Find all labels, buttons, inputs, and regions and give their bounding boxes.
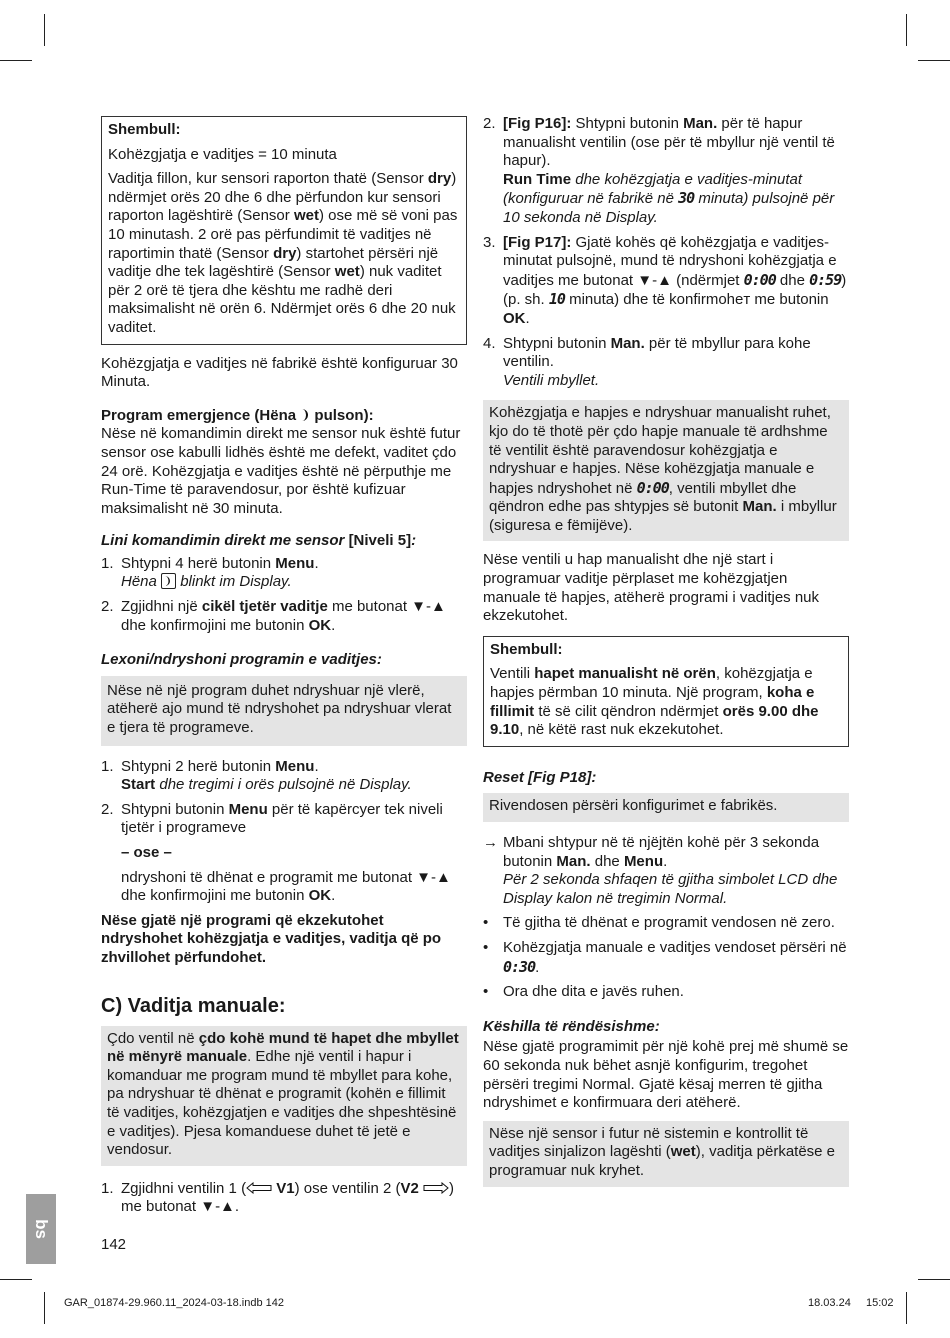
restart-text: Nëse ventili u hap manualisht dhe një start i programuar vaditje përplaset me kohëzgjatjen manuale të hapjes, atëherë programi i vaditjes nuk ekzekutohet. [483,551,820,625]
left-column [101,116,467,1217]
tips-text: Nëse gjatë programimit për një kohë prej më shumë se 60 sekonda nuk bëhet asnjë konfigurim, tregohet përsëri tregimi Normal. Gjatë kësaj merren të gjitha ndryshimet e konfirmuara deri atëherë. [483,1038,849,1112]
crop-mark [906,1292,907,1324]
tips-heading: Këshilla të rëndësishme: [483,1017,660,1035]
right-column [483,115,849,1187]
or-separator: – ose – [121,844,172,861]
read-warning: Nëse gjatë një programi që ekzekutohet ndryshohet kohëzgjatja e vaditjes, vaditja që po zhvillohet përfundohet. [101,911,442,966]
list-item: 2. [Fig P16]: Shtypni butonin Man. për të hapur manualisht ventilin (ose për të mbyllur një ventil të hapur). Run Time dhe kohëzgjatja e vaditjes-minutat (konfiguruar në fabrikë në 30 minuta) pulsojnë për 10 sekonda në Display. [483,115,835,226]
list-item: 4. Shtypni butonin Man. për të mbyllur para kohe ventilin. Ventili mbyllet. [483,334,811,389]
footer-file: GAR_01874-29.960.11_2024-03-18.indb 142 [64,1297,284,1309]
manual-note: Çdo ventil në çdo kohë mund të hapet dhe mbyllet në mënyrë manuale. Edhe një ventil i hapur i komanduar me program mund të mbyllet para kohe, pa ndryshuar të dhënat e programit (kohën e fillimit të vaditjes, kohëzgjatjen e vaditjes dhe shpeshtësinë e vaditjes). Pjesa komanduese duhet të jetë e vendosur. [101,1026,467,1166]
read-step-3: ndryshoni të dhënat e programit me butonat ▼-▲ dhe konfirmojini me butonin OK. [121,868,451,905]
crop-mark [44,14,45,46]
example-box-2: Shembull: Ventili hapet manualisht në orën, kohëzgjatja e hapjes përmban 10 minuta. Një program, koha e fillimit të së cilit qëndron ndërmjet orës 9.00 dhe 9.10, në këtë rast nuk ekzekutohet. [483,636,849,747]
crop-mark [0,1279,32,1280]
language-tab: bs [26,1194,56,1264]
arrow-left-icon [246,1182,272,1194]
emergency-title: Program emergjence (Hëna pulson): [101,406,374,424]
factory-text: Kohëzgjatja e vaditjes në fabrikë është konfiguruar 30 Minuta. [101,354,458,391]
tips-note: Nëse një sensor i futur në sistemin e kontrollit të vaditjes sinjalizon lagështi (wet), vaditja përkatëse e programuar nuk kryhet. [483,1121,849,1187]
list-item: • Kohëzgjatja manuale e vaditjes vendoset përsëri në 0:30. [483,938,847,976]
example-title: Shembull: [108,121,181,138]
list-item: 2. Shtypni butonin Menu për të kapërcyer tek niveli tjetër i programeve [101,800,443,837]
list-item: 3. [Fig P17]: Gjatë kohës që kohëzgjatja e vaditjes-minutat pulsojnë, mund të ndryshoni kohëzgjatja e vaditjes me butonat ▼-▲ (ndërmjet 0:00 dhe 0:59) (p. sh. 10 minuta) dhe të konfirmoheт me butonin OK. [483,233,847,327]
footer-time: 15:02 [866,1297,894,1309]
crop-mark [44,1292,45,1324]
crop-mark [918,1279,950,1280]
list-item: 1. Shtypni 2 herë butonin Menu. Start dhe tregimi i orës pulsojnë në Display. [101,757,412,794]
moon-display-icon [161,573,176,589]
example-box [101,116,467,345]
page-number: 142 [101,1236,127,1253]
example-duration: Kohëzgjatja e vaditjes = 10 minuta [108,145,337,163]
manual-heading: C) Vaditja manuale: [101,994,286,1017]
crop-mark [918,60,950,61]
footer-date: 18.03.24 [808,1297,851,1309]
moon-icon [300,408,310,422]
list-item: 2. Zgjidhni një cikël tjetër vaditje me butonat ▼-▲ dhe konfirmojini me butonin OK. [101,598,446,634]
read-heading: Lexoni/ndryshoni programin e vaditjes: [101,651,382,669]
sensor-heading: Lini komandimin direkt me sensor [Niveli 5]: [101,532,417,550]
arrow-right-icon [423,1182,449,1194]
list-item: → Mbani shtypur në të njëjtën kohë për 3 sekonda butonin Man. dhe Menu. Për 2 sekonda shfaqen të gjitha simbolet LCD dhe Display kalon në tregimin Normal. [483,834,838,907]
list-item: 1. Zgjidhni ventilin 1 ( V1) ose ventilin 2 (V2 ) me butonat ▼-▲. [101,1179,455,1216]
list-item: • Të gjitha të dhënat e programit vendosen në zero. [483,914,835,932]
list-item: • Ora dhe dita e javës ruhen. [483,983,684,1001]
crop-mark [906,14,907,46]
emergency-text: Nëse në komandimin direkt me sensor nuk është futur sensor ose kabulli lidhës është me defekt, vaditet çdo 24 orë. Kohëzgjatja e vaditjes është në përputhje me Run-Time të paravendosur, por është kufizuar maksimalisht në 30 minuta. [101,425,461,517]
manual-duration-note: Kohëzgjatja e hapjes e ndryshuar manualisht ruhet, kjo do të thotë për çdo hapje manuale të ardhshme të ventilit është paravendosur kohëzgjatja e ndryshuar e hapjes. Nëse kohëzgjatja manuale e hapjes ndryshohet në 0:00, ventili mbyllet dhe qëndron edhe pas shtypjes së butonit Man. i mbyllur (siguresa e fëmijëve). [483,400,849,541]
read-note: Nëse në një program duhet ndryshuar një vlerë, atëherë ajo mund të ndryshohet pa ndryshuar vlerat e tjera të programeve. [101,676,467,746]
list-item: 1. Shtypni 4 herë butonin Menu. Hëna blinkt im Display. [101,554,319,591]
example-text: Vaditja fillon, kur sensori raporton thatë (Sensor dry) ndërmjet orës 20 dhe 6 dhe përfundon kur sensori raporton lagështirë (Sensor wet) ose më së voni pas 10 minutash. 2 orë pas përfundimit të vaditjes në raportimin thatë (Sensor dry) startohet përsëri një vaditje dhe tek lagështirë (Sensor wet) nuk vaditet për 2 orë të tjera dhe kështu me radhë deri maksimalisht në orën 6. Ndërmjet orës 6 dhe 20 nuk vaditet. [108,170,458,336]
reset-note: Rivendosen përsëri konfigurimet e fabrikës. [483,793,849,822]
crop-mark [0,60,32,61]
reset-heading: Reset [Fig P18]: [483,768,597,786]
